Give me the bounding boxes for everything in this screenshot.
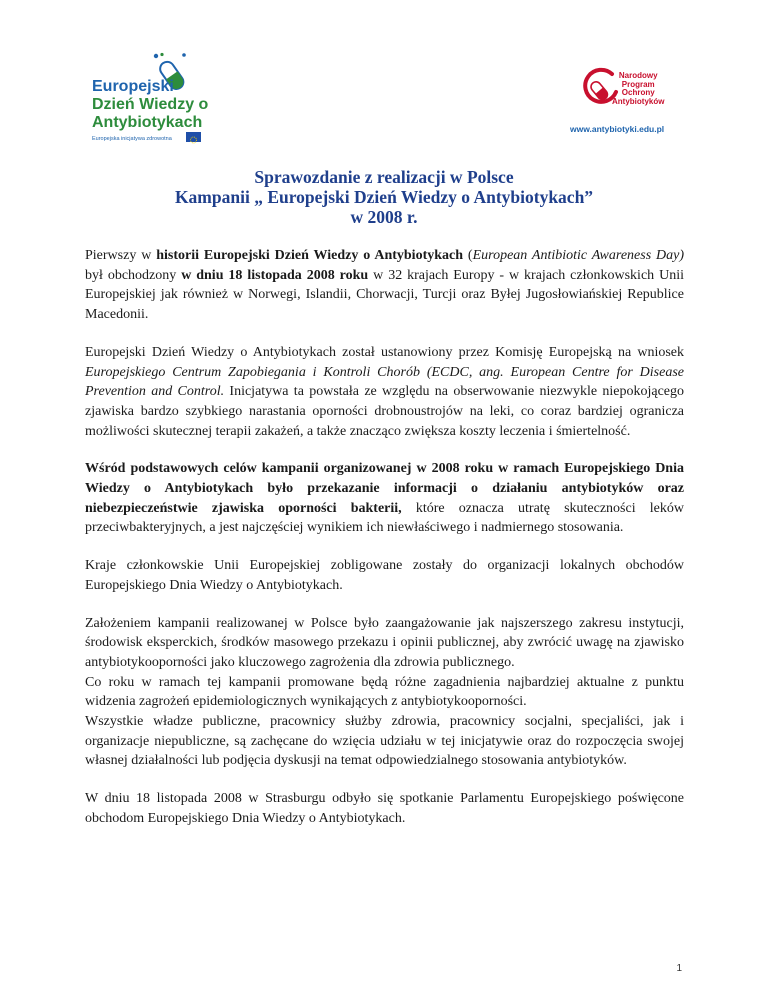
title-line2: Kampanii „ Europejski Dzień Wiedzy o Antybiotykach” — [174, 187, 594, 207]
paragraph-6: W dniu 18 listopada 2008 w Strasburgu odbyło się spotkanie Parlamentu Europejskiego poświęcone obchodom Europejskiego Dnia Wiedzy o Antybiotykach. — [85, 791, 684, 826]
npoa-text — [612, 72, 664, 106]
paragraph-3: Wśród podstawowych celów kampanii organizowanej w 2008 roku w ramach Europejskiego Dnia Wiedzy o Antybiotykach było przekazanie informacji o działaniu antybiotyków oraz niebezpieczeństwie zjawiska oporności bakterii, które oznacza utratę skuteczności leków przeciwbakteryjnych, a jest najczęściej wynikiem ich niewłaściwego i nadmiernego stosowania. — [85, 461, 684, 536]
npoa-line: Antybiotyków — [612, 96, 665, 106]
npoa-line: Program — [621, 79, 655, 89]
logo-subtitle: Europejska inicjatywa zdrowotna — [92, 136, 172, 142]
paragraph-5b: Co roku w ramach tej kampanii promowane będą różne zagadnienia najbardziej aktualne z punktu widzenia zagrożeń epidemiologicznych wynikających z antybiotykooporności. — [85, 674, 684, 710]
document-body — [85, 246, 684, 847]
logo-text-line1: Europejski — [92, 78, 174, 95]
title-line1: Sprawozdanie z realizacji w Polsce — [254, 167, 514, 187]
paragraph-1: Pierwszy w historii Europejski Dzień Wiedzy o Antybiotykach (European Antibiotic Awareness Day) był obchodzony w dniu 18 listopada 2008 roku w 32 krajach Europy - w krajach członkowskich Unii Europejskiej jak również w Norwegi, Islandii, Chorwacji, Turcji oraz Byłej Jugosłowiańskiej Republice Macedonii. — [85, 248, 685, 323]
website-link[interactable]: www.antybiotyki.edu.pl — [570, 124, 665, 134]
eu-flag-icon — [186, 132, 201, 142]
npoa-line: Narodowy — [618, 71, 658, 80]
paragraph-5c: Wszystkie władze publiczne, pracownicy służby zdrowia, pracownicy socjalni, specjaliści, jak i organizacje niepubliczne, są zachęcane do wzięcia udziału w tej inicjatywie oraz do rozpoczęcia swojej własnej działalności lub podjęcia dyskusji na temat odpowiedzialnego stosowania antybiotyków. — [85, 714, 684, 769]
paragraph-5a: Założeniem kampanii realizowanej w Polsce było zaangażowanie jak najszerszego zakresu instytucji, środowisk eksperckich, środków masowego przekazu i opinii publicznej, aby zwrócić uwagę na zjawisko antybiotykooporności jako kluczowego zagrożenia dla zdrowia publicznego. — [85, 615, 684, 670]
logo-text-line3: Antybiotykach — [92, 114, 203, 131]
eaad-logo — [88, 52, 218, 147]
title-line3: w 2008 r. — [350, 207, 418, 227]
paragraph-2: Europejski Dzień Wiedzy o Antybiotykach został ustanowiony przez Komisję Europejską na wniosek Europejskiego Centrum Zapobiegania i Kontroli Chorób (ECDC, ang. European Centre for Disease Prevention and Control. Inicjatywa ta powstała ze względu na obserwowanie niezwykle niepokojącego zjawiska bardzo szybkiego narastania oporności drobnoustrojów na leki, co coraz bardziej ogranicza możliwości skutecznej terapii zakażeń, a także znacząco zwiększa koszty leczenia i śmiertelność. — [85, 344, 684, 439]
document-title — [0, 167, 768, 227]
page-number: 1 — [676, 963, 682, 974]
paragraph-4: Kraje członkowskie Unii Europejskiej zobligowane zostały do organizacji lokalnych obchodów Europejskiego Dnia Wiedzy o Antybiotykach. — [85, 558, 684, 593]
npoa-line: Ochrony — [621, 88, 655, 97]
logo-text-line2: Dzień Wiedzy o — [92, 96, 209, 113]
